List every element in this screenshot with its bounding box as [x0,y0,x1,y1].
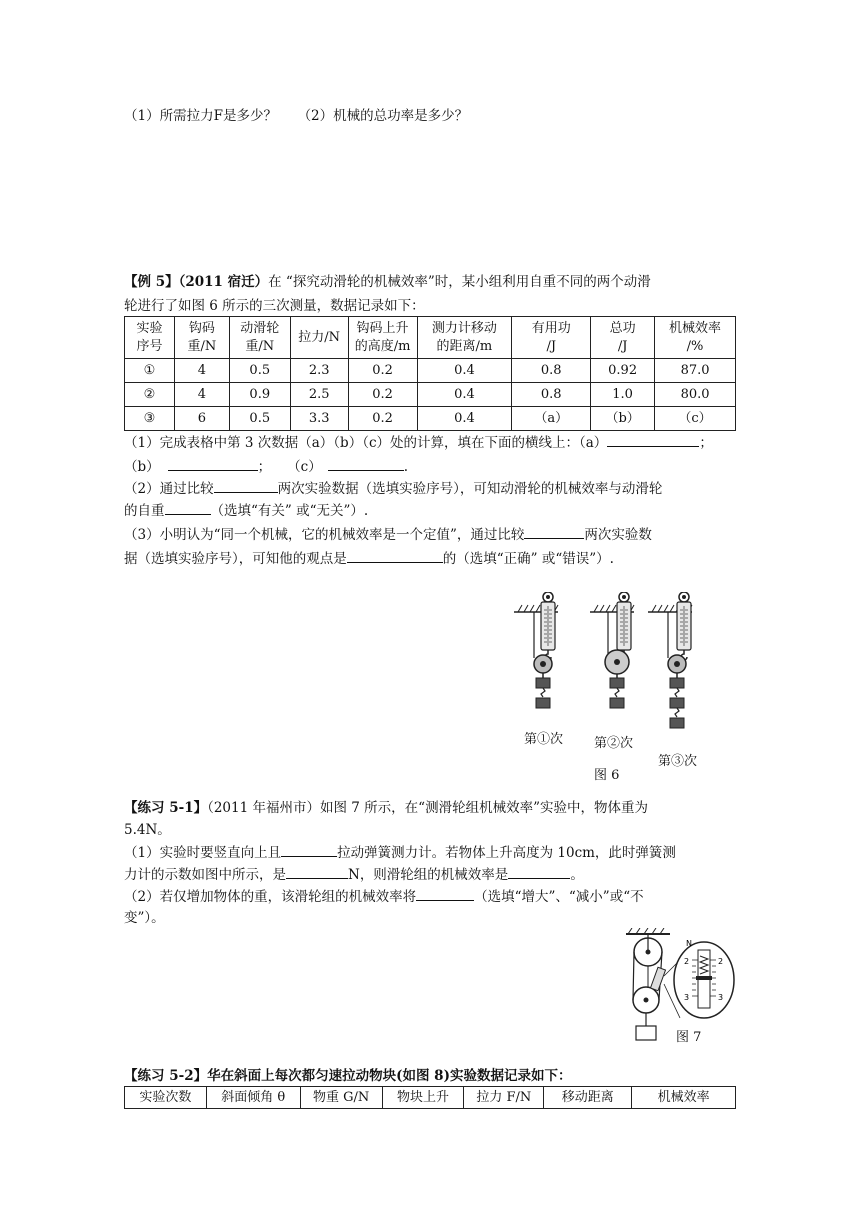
table-header-cell: 拉力 F/N [464,1087,544,1109]
figure6-caption-2: 第②次 [594,736,634,751]
table-cell: ③ [125,407,175,431]
apparatus-2 [590,592,634,708]
example5-table [124,316,736,431]
table-cell: 0.2 [348,407,417,431]
example5-tag: 【例 5】 [124,274,179,290]
table-cell: 87.0 [655,359,736,383]
example5-q2-text-4: （选填“有关” 或“无关”）. [210,503,369,519]
exercise51-q1-text-2: 拉动弹簧测力计。若物体上升高度为 10cm，此时弹簧测 [337,845,676,861]
exercise51-q2-line2: 变”）。 [124,910,165,926]
figure6-diagram [508,592,728,732]
table-cell: 6 [174,407,229,431]
table-cell: 0.8 [512,383,591,407]
tick-label: 3 [684,993,690,1002]
exercise52-table [124,1086,736,1109]
example5-q1-line2 [124,456,408,477]
answer-blank-c [328,456,404,471]
table-cell: （a） [512,407,591,431]
answer-blank [524,524,584,539]
label-b: （b） [124,459,160,475]
example5-q2-line2 [124,500,368,521]
table-row [125,359,736,383]
table-cell: 0.8 [512,359,591,383]
table-header-cell: 有用功 /J [512,317,591,359]
table-header-cell: 钩码上升 的高度/m [348,317,417,359]
example5-q3-line1 [124,524,652,545]
exercise51-q1-text-3: 力计的示数如图中所示，是 [124,867,286,883]
answer-blank [508,864,570,879]
load-block [636,1026,656,1040]
table-header-cell: 测力计移动 的距离/m [417,317,512,359]
answer-blank [165,500,211,515]
table-row [125,383,736,407]
table-header-cell: 移动距离 [544,1087,632,1109]
example5-q3-line2 [124,548,614,569]
table-header-cell: 总功 /J [591,317,655,359]
example5-q3-text-3: 据（选填实验序号），可知他的观点是 [124,551,347,567]
table-header-cell: 机械效率 /% [655,317,736,359]
example5-q3-text-4: 的（选填“正确” 或“错误”）. [442,551,614,567]
table-cell: 0.9 [229,383,290,407]
question-1: （1）所需拉力F是多少？ [124,108,277,124]
example5-intro-line2: 轮进行了如图 6 所示的三次测量，数据记录如下： [124,298,425,314]
table-row [125,407,736,431]
table-cell: 0.5 [229,407,290,431]
answer-blank [286,864,348,879]
punctuation: . [403,459,409,475]
punctuation: ； [257,459,272,475]
table-cell: 4 [174,359,229,383]
exercise51-q2-text: （2）若仅增加物体的重，该滑轮组的机械效率将 [124,889,417,905]
question-line [124,106,468,126]
exercise51-tag: 【练习 5-1】 [124,800,208,816]
table-header-cell: 拉力/N [290,317,348,359]
table-cell: 0.4 [417,383,512,407]
example5-q2-text: （2）通过比较 [124,481,214,497]
example5-q1-text: （1）完成表格中第 3 次数据（a）（b）（c）处的计算，填在下面的横线上：（a） [124,435,608,451]
exercise51-line2: 5.4N。 [124,822,171,838]
table-header-cell: 斜面倾角 θ [206,1087,300,1109]
example5-intro-1: 在 “探究动滑轮的机械效率”时，某小组利用自重不同的两个动滑 [268,274,651,290]
answer-blank-b [168,456,258,471]
table-cell: 0.4 [417,407,512,431]
exercise52-text: 华在斜面上每次都匀速拉动物块(如图 8)实验数据记录如下： [207,1068,572,1084]
answer-blank [347,548,443,563]
exercise51-text: （2011 年福州市）如图 7 所示，在“测滑轮组机械效率”实验中，物体重为 [207,800,648,816]
figure7-title: 图 7 [676,1030,702,1045]
table-header-cell: 机械效率 [632,1087,736,1109]
table-cell: 80.0 [655,383,736,407]
figure6-caption-1: 第①次 [524,732,564,747]
exercise52-tag: 【练习 5-2】 [124,1068,208,1084]
table-cell: （c） [655,407,736,431]
table-header-row [125,317,736,359]
example5-q3-text-2: 两次实验数 [584,527,652,543]
example5-q3-text: （3）小明认为“同一个机械，它的机械效率是一个定值”，通过比较 [124,527,525,543]
example5-q2-line1 [124,478,662,499]
table-header-cell: 钩码 重/N [174,317,229,359]
table-cell: 2.5 [290,383,348,407]
exercise52-line [124,1066,571,1086]
table-header-cell: 动滑轮 重/N [229,317,290,359]
table-header-cell: 物重 G/N [300,1087,382,1109]
example5-q2-text-2: 两次实验数据（选填实验序号），可知动滑轮的机械效率与动滑轮 [277,481,663,497]
table-cell: ② [125,383,175,407]
exercise51-q1-text: （1）实验时要竖直向上且 [124,845,282,861]
table-cell: 0.2 [348,359,417,383]
example5-q2-text-3: 的自重 [124,503,165,519]
figure6-caption-3: 第③次 [658,754,698,769]
table-cell: 4 [174,383,229,407]
punctuation: 。 [570,867,584,883]
table-cell: 0.92 [591,359,655,383]
exercise51-q1-text-4: N，则滑轮组的机械效率是 [348,867,509,883]
answer-blank [281,842,337,857]
table-cell: （b） [591,407,655,431]
example5-source: （2011 宿迁） [178,274,269,290]
example5-intro-line1 [124,272,651,292]
figure6-title: 图 6 [594,768,620,783]
table-cell: 3.3 [290,407,348,431]
table-cell: 0.4 [417,359,512,383]
table-header-cell: 物块上升 [382,1087,464,1109]
exercise51-q1-line2 [124,864,584,885]
punctuation: ； [699,435,713,451]
question-2: （2）机械的总功率是多少？ [297,108,469,124]
example5-q1-line1 [124,432,713,453]
table-cell: 2.3 [290,359,348,383]
answer-blank [416,886,474,901]
table-cell: 0.5 [229,359,290,383]
tick-label: 3 [718,993,724,1002]
scale-unit-label: N [686,939,692,948]
table-cell: 1.0 [591,383,655,407]
apparatus-3 [648,592,692,728]
exercise51-q2-text-2: （选填“增大”、“减小”或“不 [474,889,644,905]
answer-blank-a [607,432,699,447]
exercise51-q1-line1 [124,842,676,863]
table-cell: ① [125,359,175,383]
table-cell: 0.2 [348,383,417,407]
tick-label: 2 [684,957,690,966]
apparatus-1 [514,592,558,708]
table-header-row [125,1087,736,1109]
table-header-cell: 实验次数 [125,1087,207,1109]
exercise51-line1 [124,798,648,818]
exercise51-q2-line1 [124,886,644,907]
label-c: （c） [287,459,322,475]
answer-blank [214,478,278,493]
table-header-cell: 实验 序号 [125,317,175,359]
tick-label: 2 [718,957,724,966]
